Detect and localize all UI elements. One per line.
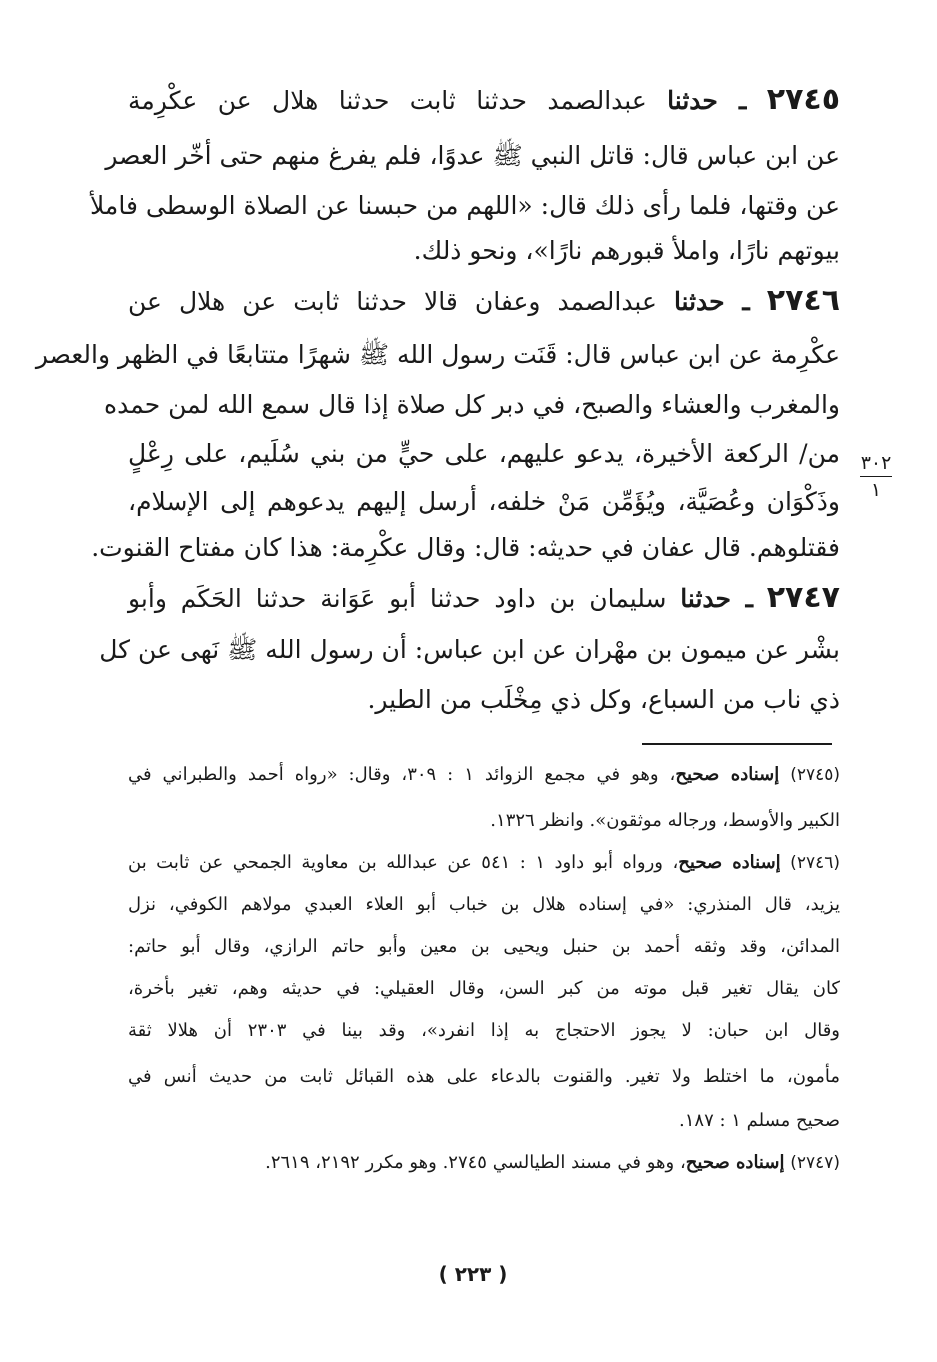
footnote-2746-line-2: يزيد، قال المنذري: «في إسناده هلال بن خباب أبو العلاء العبدي مولاهم الكوفي، نزل [128,894,840,915]
margin-note-divider [860,476,892,477]
hadith-2747-line-3: ذي ناب من السباع، وكل ذي مِخْلَب من الطير. [367,685,840,714]
hadith-2745-line-1: ٢٧٤٥ ـ حدثنا عبدالصمد حدثنا ثابت حدثنا هلال عن عكْرِمة [128,82,841,117]
hadith-2746-line-3: والمغرب والعشاء والصبح، في دبر كل صلاة إذا قال سمع الله لمن حمده [104,390,840,419]
footnote-2746-line-1: (٢٧٤٦) إسناده صحيح، ورواه أبو داود ١ : ٥٤١ عن عبدالله بن معاوية الجمحي عن ثابت بن [128,852,840,873]
footnote-2746-line-5: وقال ابن حبان: لا يجوز الاحتجاج به إذا انفرد»، وقد بينا في ٢٣٠٣ أن هلالا ثقة [128,1020,840,1041]
footnote-2747-line-1: (٢٧٤٧) إسناده صحيح، وهو في مسند الطيالسي ٢٧٤٥. وهو مكرر ٢١٩٢، ٢٦١٩. [265,1152,840,1173]
footnote-number: (٢٧٤٧) [790,1153,840,1173]
footnote-number: (٢٧٤٥) [790,765,840,785]
hadith-2746-line-2: عكْرِمة عن ابن عباس قال: قَنَت رسول الله ﷺ شهرًا متتابعًا في الظهر والعصر [35,340,840,369]
margin-volume-page-note [856,452,896,501]
hadith-2746-line-6: فقتلوهم. قال عفان في حديثه: قال: وقال عكْرِمة: هذا كان مفتاح القنوت. [91,533,840,562]
page-number: ( ٢٢٣ ) [438,1262,508,1286]
hadith-2745-line-2: عن ابن عباس قال: قاتل النبي ﷺ عدوًا، فلم يفرغ منهم حتى أخّر العصر [105,141,840,170]
footnote-2746-line-4: كان يقال تغير قبل موته من كبر السن، وقال العقيلي: في حديثه وهم، تغير بأخرة، [128,978,840,999]
footnote-2746-line-7: صحيح مسلم ١ : ١٨٧. [679,1110,840,1131]
hadith-lead-word: حدثنا [680,584,731,613]
footnote-2745-line-1: (٢٧٤٥) إسناده صحيح، وهو في مجمع الزوائد ١ : ٣٠٩، وقال: «رواه أحمد والطبراني في [128,764,840,785]
hadith-2746-line-1: ٢٧٤٦ ـ حدثنا عبدالصمد وعفان قالا حدثنا ثابت عن هلال عن [128,283,841,318]
footnote-2746-line-3: المدائن، وقد وثقه أحمد بن حنبل ويحيى بن معين وأبو حاتم الرازي، وقال أبو حاتم: [128,936,840,957]
hadith-lead-word: حدثنا [673,287,725,316]
hadith-2747-line-1: ٢٧٤٧ ـ حدثنا سليمان بن داود حدثنا أبو عَوَانة حدثنا الحَكَم وأبو [128,580,840,615]
hadith-2746-line-5: وذَكْوَان وعُصَيَّة، ويُؤَمِّن مَنْ خلفه، أرسل إليهم يدعوهم إلى الإسلام، [128,487,840,516]
hadith-2746-line-4: من/ الركعة الأخيرة، يدعو عليهم، على حيٍّ من بني سُلَيم، على رِعْلٍ [128,439,840,468]
hadith-number: ٢٧٤٥ [766,82,841,117]
footnote-number: (٢٧٤٦) [790,853,840,873]
margin-note-bottom: ١ [870,479,882,501]
footnote-grading: إسناده صحيح [685,1152,785,1173]
hadith-lead-word: حدثنا [667,86,718,115]
footnote-grading: إسناده صحيح [675,764,780,785]
hadith-2747-line-2: بشْر عن ميمون بن مهْران عن ابن عباس: أن رسول الله ﷺ نَهى عن كل [99,635,840,664]
footnote-separator [642,743,832,745]
footnote-2745-line-2: الكبير والأوسط، ورجاله موثقون». وانظر ١٣٢٦. [490,810,840,831]
hadith-2745-line-4: بيوتهم نارًا، واملأ قبورهم نارًا»، ونحو ذلك. [413,236,840,265]
hadith-number: ٢٧٤٦ [766,283,841,318]
footnote-grading: إسناده صحيح [678,852,781,873]
footnote-2746-line-6: مأمون، ما اختلط ولا تغير. والقنوت بالدعاء على هذه القبائل ثابت من حديث أنس في [128,1066,840,1087]
hadith-number: ٢٧٤٧ [766,580,840,615]
hadith-2745-line-3: عن وقتها، فلما رأى ذلك قال: «اللهم من حبسنا عن الصلاة الوسطى فاملأ [90,191,840,220]
margin-note-top: ٣٠٢ [860,452,892,474]
